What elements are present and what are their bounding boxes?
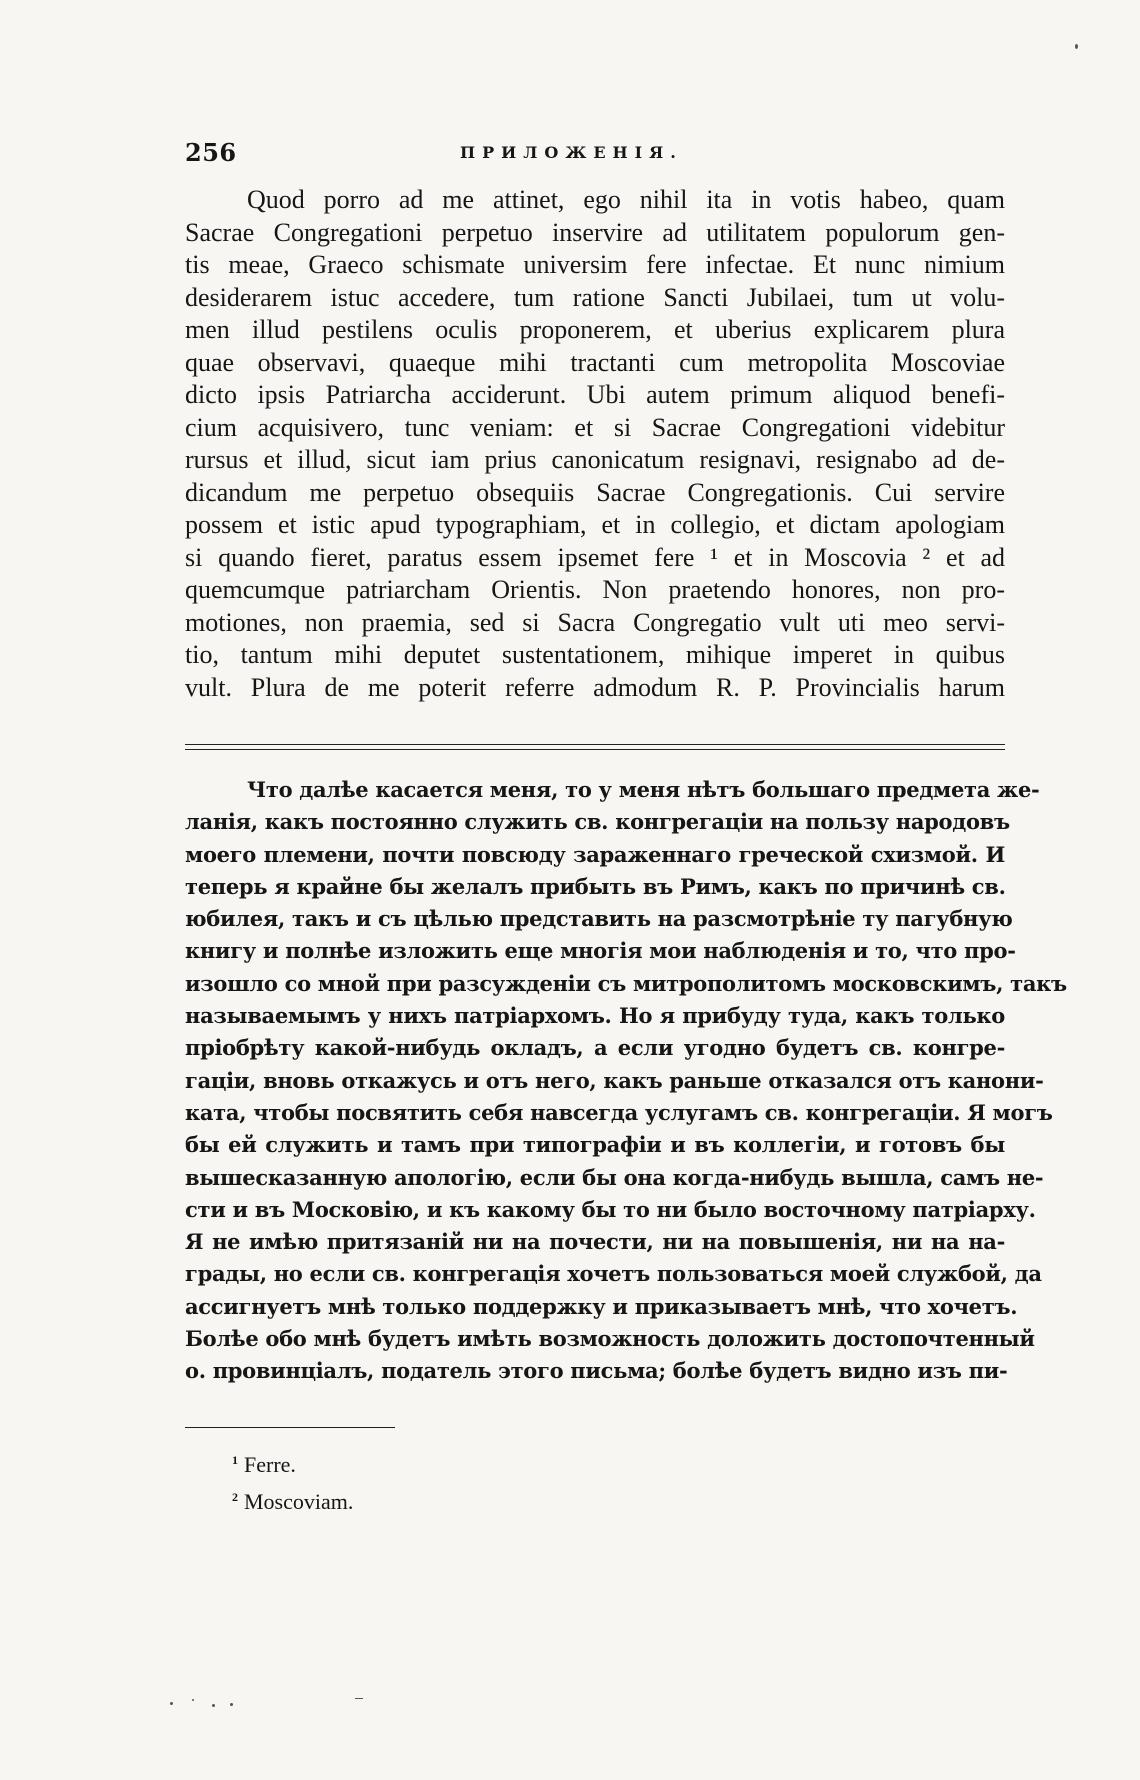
footnote xyxy=(232,1481,353,1518)
scan-speck xyxy=(230,1703,233,1706)
russian-line: ката, чтобы посвятить себя навсегда услугамъ св. конгрегаціи. Я могъ xyxy=(185,1099,1053,1125)
section-divider xyxy=(185,744,1005,745)
latin-line: vult. Plura de me poterit referre admodum R. P. Provincialis harum xyxy=(185,672,1005,702)
latin-line: motiones, non praemia, sed si Sacra Congregatio vult uti meo servi- xyxy=(185,607,1005,637)
page-number: 256 xyxy=(185,138,237,167)
russian-line: ланія, какъ постоянно служить св. конгрегаціи на пользу народовъ xyxy=(185,809,1010,835)
latin-line: quae observavi, quaeque mihi tractanti cum metropolita Moscoviae xyxy=(185,347,1005,377)
russian-line: книгу и полнѣе изложить еще многія мои наблюденія и то, что про- xyxy=(185,938,1016,964)
russian-line: ассигнуетъ мнѣ только поддержку и приказываетъ мнѣ, что хочетъ. xyxy=(185,1293,1018,1319)
latin-line: Sacrae Congregationi perpetuo inservire ad utilitatem populorum gen- xyxy=(185,217,1005,247)
footnote-mark: 2 xyxy=(232,1490,238,1504)
latin-line: men illud pestilens oculis proponerem, et uberius explicarem plura xyxy=(185,315,1005,344)
footnote-text: Moscoviam. xyxy=(244,1489,354,1514)
latin-line: dicto ipsis Patriarcha acciderunt. Ubi autem primum aliquod benefi- xyxy=(185,380,1005,409)
latin-line: rursus et illud, sicut iam prius canonicatum resignavi, resignabo ad de- xyxy=(185,445,1005,474)
russian-line: называемымъ у нихъ патріархомъ. Но я прибуду туда, какъ только xyxy=(185,1003,1005,1029)
scan-speck xyxy=(212,1704,215,1707)
russian-line: гаціи, вновь откажусь и отъ него, какъ раньше отказался отъ канони- xyxy=(185,1067,1044,1093)
russian-line: Я не имѣю притязаній ни на почести, ни на повышенія, ни на на- xyxy=(185,1229,1005,1255)
latin-line: cium acquisivero, tunc veniam: et si Sacrae Congregationi videbitur xyxy=(185,412,1005,442)
latin-line: dicandum me perpetuo obsequiis Sacrae Congregationis. Cui servire xyxy=(185,477,1005,507)
russian-line: юбилея, такъ и съ цѣлью представить на разсмотрѣніе ту пагубную xyxy=(185,906,1013,932)
latin-line: si quando fieret, paratus essem ipsemet fere ¹ et in Moscovia ² et ad xyxy=(185,542,1005,572)
latin-line: Quod porro ad me attinet, ego nihil ita in votis habeo, quam xyxy=(247,185,1005,214)
scan-speck xyxy=(1075,44,1078,49)
latin-line: tis meae, Graeco schismate universim fere infectae. Et nunc nimium xyxy=(185,250,1005,279)
russian-line: вышесказанную апологію, если бы она когда-нибудь вышла, самъ не- xyxy=(185,1164,1044,1190)
russian-line: сти и въ Московію, и къ какому бы то ни было восточному патріарху. xyxy=(185,1196,1036,1222)
russian-line: изошло со мной при разсужденіи съ митрополитомъ московскимъ, такъ xyxy=(185,970,1067,996)
russian-line: теперь я крайне бы желалъ прибыть въ Римъ, какъ по причинѣ св. xyxy=(185,873,1006,899)
russian-line: пріобрѣту какой-нибудь окладъ, а если угодно будетъ св. конгре- xyxy=(185,1035,1005,1061)
russian-line: о. провинціалъ, податель этого письма; болѣе будетъ видно изъ пи- xyxy=(185,1358,1008,1384)
footnote-divider xyxy=(185,1427,395,1428)
scan-speck xyxy=(355,1698,363,1699)
latin-line: possem et istic apud typographiam, et in collegio, et dictam apologiam xyxy=(185,510,1005,539)
latin-line: tio, tantum mihi deputet sustentationem, mihique imperet in quibus xyxy=(185,640,1005,669)
russian-line: бы ей служить и тамъ при типографіи и въ коллегіи, и готовъ бы xyxy=(185,1132,1005,1158)
footnote xyxy=(232,1444,353,1481)
russian-line: грады, но если св. конгрегація хочетъ пользоваться моей службой, да xyxy=(185,1261,1042,1287)
russian-line: Что далѣе касается меня, то у меня нѣтъ большаго предмета же- xyxy=(247,777,1040,802)
latin-line: desiderarem istuc accedere, tum ratione Sancti Jubilaei, tum ut volu- xyxy=(185,282,1005,312)
russian-translation-block xyxy=(185,774,1067,1388)
latin-line: quemcumque patriarcham Orientis. Non praetendo honores, non pro- xyxy=(185,575,1005,604)
footnote-mark: 1 xyxy=(232,1453,238,1467)
latin-text-block xyxy=(185,184,1005,704)
running-title: ПРИЛОЖЕНІЯ. xyxy=(460,143,683,162)
russian-line: Болѣе обо мнѣ будетъ имѣть возможность доложить достопочтенный xyxy=(185,1326,1035,1352)
footnotes xyxy=(232,1444,353,1518)
russian-line: моего племени, почти повсюду зараженнаго греческой схизмой. И xyxy=(185,841,1005,867)
scan-speck xyxy=(170,1702,173,1705)
scan-speck xyxy=(192,1699,194,1701)
footnote-text: Ferre. xyxy=(244,1452,296,1477)
